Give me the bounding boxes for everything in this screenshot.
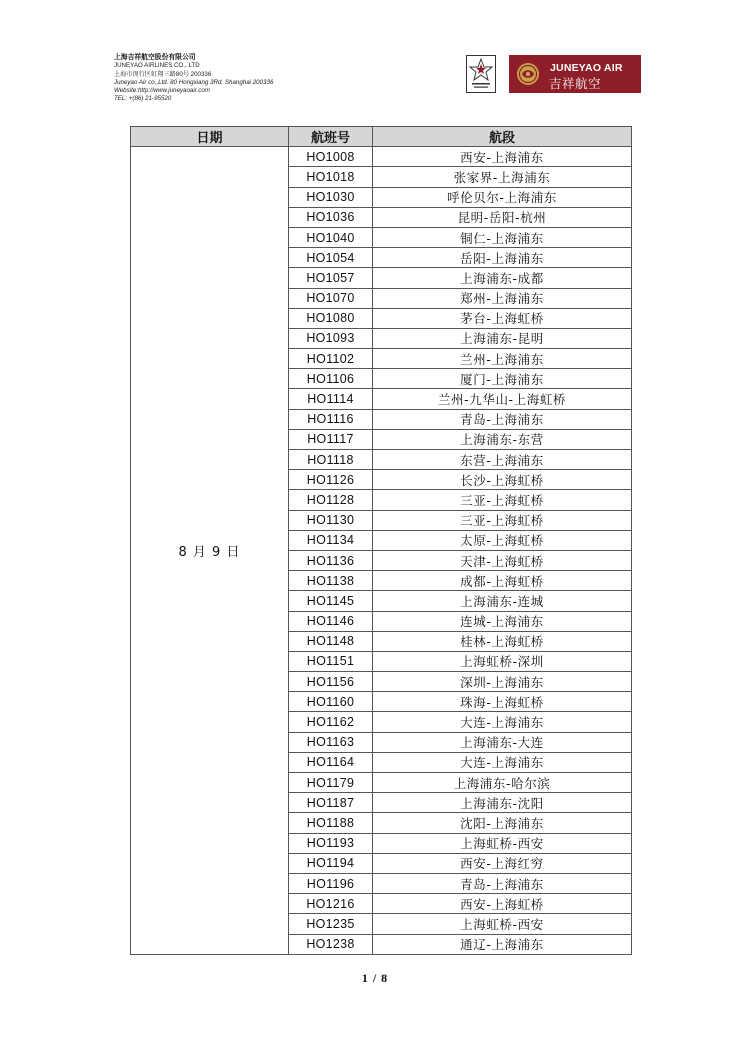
date-cell: 8 月 9 日 xyxy=(131,147,289,955)
website: Website:http://www.juneyaoair.com xyxy=(114,87,210,95)
flight-number-cell: HO1080 xyxy=(289,308,373,328)
flight-number-cell: HO1138 xyxy=(289,571,373,591)
flight-number-cell: HO1118 xyxy=(289,450,373,470)
letterhead xyxy=(114,54,374,104)
route-cell: 西安-上海红穷 xyxy=(373,853,632,873)
route-cell: 三亚-上海虹桥 xyxy=(373,490,632,510)
route-cell: 西安-上海浦东 xyxy=(373,147,632,167)
route-cell: 郑州-上海浦东 xyxy=(373,288,632,308)
flight-number-cell: HO1130 xyxy=(289,510,373,530)
route-cell: 青岛-上海浦东 xyxy=(373,409,632,429)
route-cell: 兰州-九华山-上海虹桥 xyxy=(373,389,632,409)
route-cell: 上海虹桥-西安 xyxy=(373,914,632,934)
brand-name-en: JUNEYAO AIR xyxy=(550,62,623,74)
header-date: 日期 xyxy=(131,127,289,147)
page-number: 1 / 8 xyxy=(361,971,389,985)
route-cell: 通辽-上海浦东 xyxy=(373,934,632,954)
route-cell: 兰州-上海浦东 xyxy=(373,349,632,369)
table-body xyxy=(131,147,632,955)
flight-number-cell: HO1164 xyxy=(289,752,373,772)
route-cell: 厦门-上海浦东 xyxy=(373,369,632,389)
flight-number-cell: HO1136 xyxy=(289,550,373,570)
route-cell: 上海浦东-东营 xyxy=(373,429,632,449)
route-cell: 长沙-上海虹桥 xyxy=(373,470,632,490)
flight-number-cell: HO1070 xyxy=(289,288,373,308)
route-cell: 大连-上海浦东 xyxy=(373,712,632,732)
route-cell: 岳阳-上海浦东 xyxy=(373,248,632,268)
route-cell: 张家界-上海浦东 xyxy=(373,167,632,187)
flight-number-cell: HO1179 xyxy=(289,773,373,793)
route-cell: 深圳-上海浦东 xyxy=(373,672,632,692)
flight-number-cell: HO1117 xyxy=(289,429,373,449)
flight-number-cell: HO1040 xyxy=(289,227,373,247)
flight-number-cell: HO1030 xyxy=(289,187,373,207)
route-cell: 沈阳-上海浦东 xyxy=(373,813,632,833)
brand-emblem-icon xyxy=(516,62,540,86)
flight-number-cell: HO1162 xyxy=(289,712,373,732)
flight-number-cell: HO1134 xyxy=(289,530,373,550)
route-cell: 上海浦东-昆明 xyxy=(373,328,632,348)
route-cell: 天津-上海虹桥 xyxy=(373,550,632,570)
flight-number-cell: HO1163 xyxy=(289,732,373,752)
flight-number-cell: HO1145 xyxy=(289,591,373,611)
route-cell: 铜仁-上海浦东 xyxy=(373,227,632,247)
flight-number-cell: HO1126 xyxy=(289,470,373,490)
route-cell: 青岛-上海浦东 xyxy=(373,873,632,893)
flight-number-cell: HO1146 xyxy=(289,611,373,631)
flight-number-cell: HO1128 xyxy=(289,490,373,510)
flight-number-cell: HO1216 xyxy=(289,894,373,914)
route-cell: 上海虹桥-深圳 xyxy=(373,651,632,671)
flight-number-cell: HO1187 xyxy=(289,793,373,813)
route-cell: 茅台-上海虹桥 xyxy=(373,308,632,328)
route-cell: 上海浦东-大连 xyxy=(373,732,632,752)
route-cell: 西安-上海虹桥 xyxy=(373,894,632,914)
flight-number-cell: HO1054 xyxy=(289,248,373,268)
flight-number-cell: HO1196 xyxy=(289,873,373,893)
company-name-en: JUNEYAO AIRLINES CO., LTD xyxy=(114,62,200,70)
route-cell: 上海浦东-连城 xyxy=(373,591,632,611)
award-badge-icon xyxy=(466,55,496,93)
brand-name-cn: 吉祥航空 xyxy=(549,76,602,91)
route-cell: 太原-上海虹桥 xyxy=(373,530,632,550)
flight-number-cell: HO1036 xyxy=(289,207,373,227)
route-cell: 成都-上海虹桥 xyxy=(373,571,632,591)
flight-number-cell: HO1156 xyxy=(289,672,373,692)
route-cell: 大连-上海浦东 xyxy=(373,752,632,772)
flight-number-cell: HO1235 xyxy=(289,914,373,934)
route-cell: 上海浦东-沈阳 xyxy=(373,793,632,813)
flight-number-cell: HO1106 xyxy=(289,369,373,389)
route-cell: 昆明-岳阳-杭州 xyxy=(373,207,632,227)
flight-number-cell: HO1018 xyxy=(289,167,373,187)
flight-number-cell: HO1193 xyxy=(289,833,373,853)
header-flight: 航班号 xyxy=(289,127,373,147)
flight-number-cell: HO1057 xyxy=(289,268,373,288)
route-cell: 上海浦东-成都 xyxy=(373,268,632,288)
flight-number-cell: HO1238 xyxy=(289,934,373,954)
route-cell: 呼伦贝尔-上海浦东 xyxy=(373,187,632,207)
flight-number-cell: HO1194 xyxy=(289,853,373,873)
flight-number-cell: HO1148 xyxy=(289,631,373,651)
flight-number-cell: HO1116 xyxy=(289,409,373,429)
brand-banner xyxy=(509,55,641,93)
address-cn: 上海市闵行区虹翔三路80号 200336 xyxy=(114,70,212,78)
flight-number-cell: HO1008 xyxy=(289,147,373,167)
flight-number-cell: HO1188 xyxy=(289,813,373,833)
flight-schedule-table xyxy=(130,126,632,955)
flight-number-cell: HO1160 xyxy=(289,692,373,712)
company-name-cn: 上海吉祥航空股份有限公司 xyxy=(114,54,196,61)
address-en: Juneyao Air co.,Ltd. 80 Hongxiang 3Rd, Shanghai 200336 xyxy=(114,78,274,86)
route-cell: 连城-上海浦东 xyxy=(373,611,632,631)
route-cell: 珠海-上海虹桥 xyxy=(373,692,632,712)
flight-number-cell: HO1114 xyxy=(289,389,373,409)
route-cell: 桂林-上海虹桥 xyxy=(373,631,632,651)
telephone: TEL: +(86) 21-95520 xyxy=(114,95,172,103)
flight-number-cell: HO1093 xyxy=(289,328,373,348)
header-route: 航段 xyxy=(373,127,632,147)
table-row xyxy=(131,147,632,167)
flight-number-cell: HO1102 xyxy=(289,349,373,369)
route-cell: 上海浦东-哈尔滨 xyxy=(373,773,632,793)
route-cell: 三亚-上海虹桥 xyxy=(373,510,632,530)
route-cell: 上海虹桥-西安 xyxy=(373,833,632,853)
table-header-row xyxy=(131,127,632,147)
flight-number-cell: HO1151 xyxy=(289,651,373,671)
route-cell: 东营-上海浦东 xyxy=(373,450,632,470)
